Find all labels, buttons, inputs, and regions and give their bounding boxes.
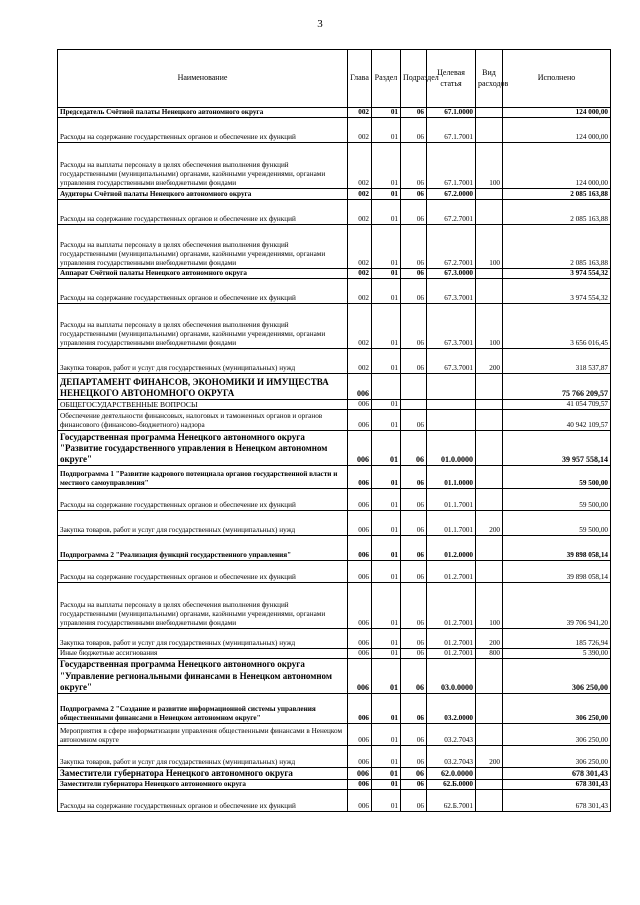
table-row <box>58 374 611 400</box>
row-chapter: 006 <box>348 583 372 629</box>
row-name: Закупка товаров, работ и услуг для государственных (муниципальных) нужд <box>58 511 348 536</box>
row-executed: 678 301,43 <box>503 768 611 780</box>
table-row <box>58 780 611 790</box>
row-executed: 39 957 558,14 <box>503 431 611 466</box>
row-chapter: 006 <box>348 400 372 410</box>
table-row <box>58 659 611 694</box>
row-target: 67.1.7001 <box>427 118 476 143</box>
row-expense-type <box>476 374 503 400</box>
row-subsection: 06 <box>401 536 427 561</box>
row-target: 67.3.0000 <box>427 269 476 279</box>
row-target: 01.2.7001 <box>427 649 476 659</box>
row-name: Подпрограмма 2 "Создание и развитие информационной системы управления общественными финансами в Ненецком автономном округе" <box>58 694 348 724</box>
row-subsection: 06 <box>401 410 427 431</box>
row-subsection: 06 <box>401 768 427 780</box>
row-subsection: 06 <box>401 746 427 768</box>
row-section: 01 <box>372 694 401 724</box>
row-executed: 124 000,00 <box>503 143 611 189</box>
row-name: ОБЩЕГОСУДАРСТВЕННЫЕ ВОПРОСЫ <box>58 400 348 410</box>
row-executed: 59 500,00 <box>503 511 611 536</box>
row-section: 01 <box>372 143 401 189</box>
row-expense-type <box>476 431 503 466</box>
row-subsection: 06 <box>401 724 427 746</box>
row-section: 01 <box>372 629 401 649</box>
row-target: 01.2.7001 <box>427 583 476 629</box>
table-row <box>58 629 611 649</box>
row-chapter: 002 <box>348 189 372 200</box>
row-name: Закупка товаров, работ и услуг для государственных (муниципальных) нужд <box>58 349 348 374</box>
row-name: Расходы на содержание государственных органов и обеспечение их функций <box>58 200 348 225</box>
row-subsection: 06 <box>401 629 427 649</box>
table-row <box>58 118 611 143</box>
row-subsection: 06 <box>401 659 427 694</box>
row-executed: 39 898 058,14 <box>503 561 611 583</box>
row-section: 01 <box>372 511 401 536</box>
row-executed: 2 085 163,88 <box>503 200 611 225</box>
table-row <box>58 189 611 200</box>
row-expense-type <box>476 659 503 694</box>
row-target: 03.2.7043 <box>427 724 476 746</box>
row-subsection: 06 <box>401 118 427 143</box>
row-expense-type <box>476 200 503 225</box>
table-row <box>58 746 611 768</box>
row-target: 67.1.0000 <box>427 108 476 118</box>
row-executed: 59 500,00 <box>503 466 611 489</box>
table-row <box>58 790 611 812</box>
row-target: 62.Б.0000 <box>427 780 476 790</box>
row-expense-type <box>476 790 503 812</box>
row-subsection: 06 <box>401 561 427 583</box>
row-chapter: 002 <box>348 143 372 189</box>
row-subsection: 06 <box>401 511 427 536</box>
row-chapter: 006 <box>348 649 372 659</box>
row-subsection: 06 <box>401 349 427 374</box>
row-target: 01.2.0000 <box>427 536 476 561</box>
row-expense-type: 200 <box>476 349 503 374</box>
row-executed: 40 942 109,57 <box>503 410 611 431</box>
table-row <box>58 304 611 349</box>
row-subsection: 06 <box>401 189 427 200</box>
row-chapter: 006 <box>348 790 372 812</box>
row-section: 01 <box>372 790 401 812</box>
table-row <box>58 768 611 780</box>
row-subsection: 06 <box>401 304 427 349</box>
row-executed: 678 301,43 <box>503 790 611 812</box>
row-section: 01 <box>372 561 401 583</box>
row-target: 67.3.7001 <box>427 349 476 374</box>
row-chapter: 006 <box>348 536 372 561</box>
row-expense-type: 100 <box>476 304 503 349</box>
row-section: 01 <box>372 466 401 489</box>
row-expense-type <box>476 189 503 200</box>
header-chapter: Глава <box>348 50 372 108</box>
row-chapter: 006 <box>348 629 372 649</box>
row-section: 01 <box>372 649 401 659</box>
row-name: Заместители губернатора Ненецкого автономного округа <box>58 768 348 780</box>
row-section: 01 <box>372 724 401 746</box>
row-expense-type: 200 <box>476 629 503 649</box>
row-executed: 3 656 016,45 <box>503 304 611 349</box>
budget-table <box>57 49 611 812</box>
row-subsection <box>401 374 427 400</box>
row-subsection: 06 <box>401 143 427 189</box>
row-name: Расходы на содержание государственных органов и обеспечение их функций <box>58 489 348 511</box>
row-target <box>427 374 476 400</box>
row-section: 01 <box>372 400 401 410</box>
row-subsection: 06 <box>401 269 427 279</box>
row-name: Подпрограмма 1 "Развитие кадрового потенциала органов государственной власти и местного самоуправления" <box>58 466 348 489</box>
row-name: Расходы на выплаты персоналу в целях обеспечения выполнения функций государственными (муниципальными) органами, казёнными учреждениями, органами управления государственными внебюджетными фондами <box>58 143 348 189</box>
header-section: Раздел <box>372 50 401 108</box>
row-section: 01 <box>372 431 401 466</box>
table-row <box>58 279 611 304</box>
row-target: 01.2.7001 <box>427 561 476 583</box>
table-row <box>58 489 611 511</box>
row-chapter: 006 <box>348 694 372 724</box>
row-name: Государственная программа Ненецкого автономного округа "Управление региональными финансами в Ненецком автономном округе" <box>58 659 348 694</box>
row-target: 03.2.7043 <box>427 746 476 768</box>
row-name: Расходы на выплаты персоналу в целях обеспечения выполнения функций государственными (муниципальными) органами, казёнными учреждениями, органами управления государственными внебюджетными фондами <box>58 304 348 349</box>
table-row <box>58 583 611 629</box>
row-chapter: 006 <box>348 374 372 400</box>
row-expense-type <box>476 410 503 431</box>
table-row <box>58 349 611 374</box>
row-expense-type <box>476 466 503 489</box>
row-executed: 59 500,00 <box>503 489 611 511</box>
row-subsection: 06 <box>401 225 427 269</box>
row-section: 01 <box>372 200 401 225</box>
row-target: 01.0.0000 <box>427 431 476 466</box>
row-chapter: 002 <box>348 304 372 349</box>
row-chapter: 006 <box>348 561 372 583</box>
row-target: 03.0.0000 <box>427 659 476 694</box>
row-subsection: 06 <box>401 108 427 118</box>
row-chapter: 006 <box>348 431 372 466</box>
row-target: 01.2.7001 <box>427 629 476 649</box>
row-subsection: 06 <box>401 583 427 629</box>
row-expense-type <box>476 269 503 279</box>
table-header-row <box>58 50 611 108</box>
row-subsection: 06 <box>401 466 427 489</box>
row-executed: 678 301,43 <box>503 780 611 790</box>
table-row <box>58 225 611 269</box>
row-expense-type <box>476 780 503 790</box>
row-subsection: 06 <box>401 649 427 659</box>
row-chapter: 006 <box>348 746 372 768</box>
row-chapter: 002 <box>348 349 372 374</box>
row-name: Подпрограмма 2 "Реализация функций государственного управления" <box>58 536 348 561</box>
row-name: Аудиторы Счётной палаты Ненецкого автономного округа <box>58 189 348 200</box>
row-section: 01 <box>372 189 401 200</box>
table-row <box>58 694 611 724</box>
row-subsection: 06 <box>401 279 427 304</box>
row-target: 03.2.0000 <box>427 694 476 724</box>
row-chapter: 006 <box>348 659 372 694</box>
row-name: ДЕПАРТАМЕНТ ФИНАНСОВ, ЭКОНОМИКИ И ИМУЩЕСТВА НЕНЕЦКОГО АВТОНОМНОГО ОКРУГА <box>58 374 348 400</box>
row-target: 67.3.7001 <box>427 279 476 304</box>
header-name: Наименование <box>58 50 348 108</box>
row-name: Расходы на содержание государственных органов и обеспечение их функций <box>58 561 348 583</box>
row-expense-type <box>476 694 503 724</box>
row-name: Закупка товаров, работ и услуг для государственных (муниципальных) нужд <box>58 746 348 768</box>
row-section <box>372 374 401 400</box>
row-name: Расходы на выплаты персоналу в целях обеспечения выполнения функций государственными (муниципальными) органами, казёнными учреждениями, органами управления государственными внебюджетными фондами <box>58 583 348 629</box>
table-body <box>58 108 611 812</box>
row-name: Мероприятия в сфере информатизации управления общественными финансами в Ненецком автономном округе <box>58 724 348 746</box>
row-chapter: 006 <box>348 511 372 536</box>
row-section: 01 <box>372 108 401 118</box>
row-chapter: 002 <box>348 200 372 225</box>
table-row <box>58 536 611 561</box>
row-section: 01 <box>372 225 401 269</box>
row-expense-type <box>476 400 503 410</box>
row-chapter: 002 <box>348 225 372 269</box>
row-executed: 124 000,00 <box>503 118 611 143</box>
row-target: 67.3.7001 <box>427 304 476 349</box>
row-chapter: 006 <box>348 489 372 511</box>
row-chapter: 006 <box>348 410 372 431</box>
header-expense-type: Вид расходов <box>476 50 503 108</box>
row-executed: 2 085 163,88 <box>503 189 611 200</box>
row-expense-type: 200 <box>476 746 503 768</box>
row-expense-type <box>476 118 503 143</box>
row-expense-type <box>476 489 503 511</box>
row-target: 01.1.0000 <box>427 466 476 489</box>
row-chapter: 002 <box>348 279 372 304</box>
row-subsection: 06 <box>401 200 427 225</box>
header-subsection: Подраздел <box>401 50 427 108</box>
table-row <box>58 269 611 279</box>
row-name: Расходы на содержание государственных органов и обеспечение их функций <box>58 279 348 304</box>
row-name: Иные бюджетные ассигнования <box>58 649 348 659</box>
row-section: 01 <box>372 583 401 629</box>
table-row <box>58 466 611 489</box>
row-expense-type: 200 <box>476 511 503 536</box>
row-expense-type <box>476 561 503 583</box>
table-row <box>58 400 611 410</box>
row-executed: 306 250,00 <box>503 746 611 768</box>
row-chapter: 002 <box>348 108 372 118</box>
row-chapter: 006 <box>348 768 372 780</box>
row-name: Расходы на содержание государственных органов и обеспечение их функций <box>58 790 348 812</box>
row-name: Обеспечение деятельности финансовых, налоговых и таможенных органов и органов финансового (финансово-бюджетного) надзора <box>58 410 348 431</box>
table-row <box>58 511 611 536</box>
row-chapter: 006 <box>348 724 372 746</box>
header-executed: Исполнено <box>503 50 611 108</box>
row-name: Закупка товаров, работ и услуг для государственных (муниципальных) нужд <box>58 629 348 649</box>
row-chapter: 002 <box>348 118 372 143</box>
row-subsection: 06 <box>401 489 427 511</box>
row-expense-type <box>476 108 503 118</box>
row-subsection: 06 <box>401 694 427 724</box>
table-row <box>58 143 611 189</box>
row-executed: 3 974 554,32 <box>503 269 611 279</box>
row-expense-type: 100 <box>476 143 503 189</box>
row-name: Аппарат Счётной палаты Ненецкого автономного округа <box>58 269 348 279</box>
row-subsection: 06 <box>401 431 427 466</box>
row-name: Расходы на выплаты персоналу в целях обеспечения выполнения функций государственными (муниципальными) органами, казёнными учреждениями, органами управления государственными внебюджетными фондами <box>58 225 348 269</box>
table-row <box>58 200 611 225</box>
row-target: 67.1.7001 <box>427 143 476 189</box>
row-name: Государственная программа Ненецкого автономного округа "Развитие государственного управления в Ненецком автономном округе" <box>58 431 348 466</box>
row-target: 01.1.7001 <box>427 511 476 536</box>
row-section: 01 <box>372 304 401 349</box>
row-target <box>427 400 476 410</box>
row-expense-type <box>476 279 503 304</box>
row-section: 01 <box>372 489 401 511</box>
row-expense-type: 100 <box>476 583 503 629</box>
row-chapter: 006 <box>348 466 372 489</box>
row-expense-type <box>476 724 503 746</box>
row-executed: 306 250,00 <box>503 694 611 724</box>
row-subsection: 06 <box>401 790 427 812</box>
row-executed: 318 537,87 <box>503 349 611 374</box>
row-expense-type: 100 <box>476 225 503 269</box>
row-executed: 5 390,00 <box>503 649 611 659</box>
row-executed: 3 974 554,32 <box>503 279 611 304</box>
row-section: 01 <box>372 780 401 790</box>
row-executed: 185 726,94 <box>503 629 611 649</box>
row-target: 62.Б.7001 <box>427 790 476 812</box>
row-executed: 41 054 709,57 <box>503 400 611 410</box>
table-row <box>58 410 611 431</box>
row-expense-type <box>476 536 503 561</box>
table-row <box>58 431 611 466</box>
row-subsection <box>401 400 427 410</box>
row-expense-type: 800 <box>476 649 503 659</box>
row-section: 01 <box>372 768 401 780</box>
row-executed: 75 766 209,57 <box>503 374 611 400</box>
page-number: 3 <box>317 18 323 30</box>
row-subsection: 06 <box>401 780 427 790</box>
row-name: Председатель Счётной палаты Ненецкого автономного округа <box>58 108 348 118</box>
table-row <box>58 561 611 583</box>
row-name: Заместители губернатора Ненецкого автономного округа <box>58 780 348 790</box>
table-row <box>58 724 611 746</box>
row-executed: 306 250,00 <box>503 724 611 746</box>
table-row <box>58 108 611 118</box>
row-executed: 39 706 941,20 <box>503 583 611 629</box>
row-chapter: 002 <box>348 269 372 279</box>
row-target: 67.2.7001 <box>427 225 476 269</box>
row-section: 01 <box>372 279 401 304</box>
header-target: Целевая статья <box>427 50 476 108</box>
row-section: 01 <box>372 349 401 374</box>
row-executed: 2 085 163,88 <box>503 225 611 269</box>
row-section: 01 <box>372 659 401 694</box>
row-section: 01 <box>372 746 401 768</box>
row-section: 01 <box>372 410 401 431</box>
row-executed: 306 250,00 <box>503 659 611 694</box>
row-section: 01 <box>372 269 401 279</box>
row-target <box>427 410 476 431</box>
row-chapter: 006 <box>348 780 372 790</box>
row-section: 01 <box>372 118 401 143</box>
row-executed: 124 000,00 <box>503 108 611 118</box>
row-expense-type <box>476 768 503 780</box>
row-target: 01.1.7001 <box>427 489 476 511</box>
row-section: 01 <box>372 536 401 561</box>
row-target: 67.2.7001 <box>427 200 476 225</box>
row-executed: 39 898 058,14 <box>503 536 611 561</box>
row-name: Расходы на содержание государственных органов и обеспечение их функций <box>58 118 348 143</box>
row-target: 67.2.0000 <box>427 189 476 200</box>
table-row <box>58 649 611 659</box>
row-target: 62.0.0000 <box>427 768 476 780</box>
